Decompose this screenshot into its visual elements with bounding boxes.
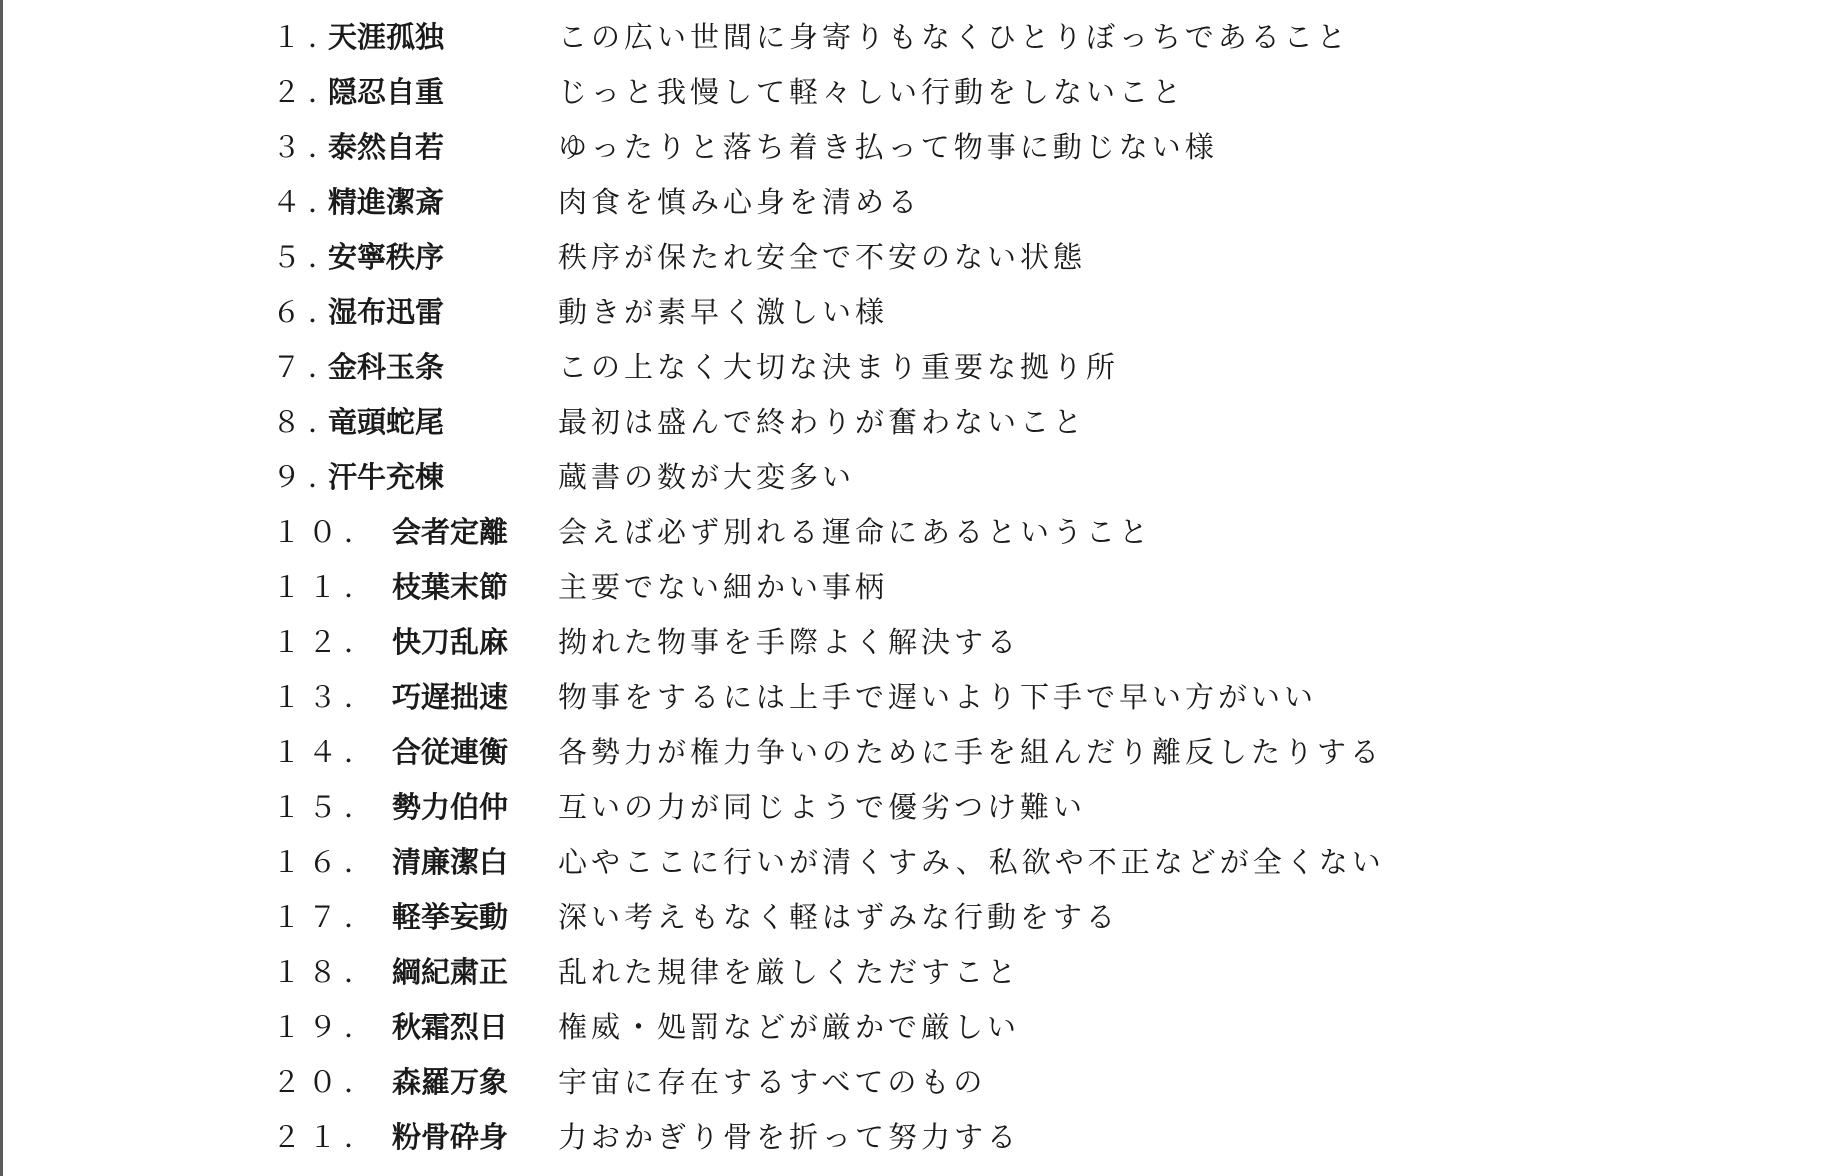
list-item xyxy=(0,842,1822,897)
list-item xyxy=(0,1062,1822,1117)
item-meaning: 蔵書の数が大変多い xyxy=(558,460,856,494)
item-number: ６． xyxy=(272,295,345,329)
item-term: 泰然自若 xyxy=(328,130,445,164)
item-term: 勢力伯仲 xyxy=(392,790,509,824)
list-item xyxy=(0,677,1822,732)
item-meaning: 力おかぎり骨を折って努力する xyxy=(558,1120,1021,1154)
list-item xyxy=(0,457,1822,512)
list-item xyxy=(0,567,1822,622)
item-number: ２１． xyxy=(272,1120,381,1154)
list-item xyxy=(0,127,1822,182)
item-meaning: 権威・処罰などが厳かで厳しい xyxy=(558,1010,1021,1044)
list-item xyxy=(0,1007,1822,1062)
item-term: 枝葉末節 xyxy=(392,570,509,604)
item-meaning: 心やここに行いが清くすみ、私欲や不正などが全くない xyxy=(558,845,1385,879)
item-number: ３． xyxy=(272,130,345,164)
list-item xyxy=(0,347,1822,402)
item-term: 綱紀粛正 xyxy=(392,955,509,989)
item-meaning: じっと我慢して軽々しい行動をしないこと xyxy=(558,75,1186,109)
item-meaning: ゆったりと落ち着き払って物事に動じない様 xyxy=(558,130,1218,164)
item-number: １７． xyxy=(272,900,381,934)
list-item xyxy=(0,952,1822,1007)
item-number: ８． xyxy=(272,405,345,439)
item-meaning: 各勢力が権力争いのために手を組んだり離反したりする xyxy=(558,735,1384,769)
item-term: 精進潔斎 xyxy=(328,185,445,219)
item-term: 秋霜烈日 xyxy=(392,1010,509,1044)
item-term: 竜頭蛇尾 xyxy=(328,405,445,439)
list-item xyxy=(0,72,1822,127)
item-number: １５． xyxy=(272,790,381,824)
list-item xyxy=(0,237,1822,292)
item-meaning: 宇宙に存在するすべてのもの xyxy=(558,1065,987,1099)
list-item xyxy=(0,402,1822,457)
item-number: １２． xyxy=(272,625,381,659)
item-number: １３． xyxy=(272,680,381,714)
item-meaning: 動きが素早く激しい様 xyxy=(558,295,889,329)
list-item xyxy=(0,622,1822,677)
item-meaning: 互いの力が同じようで優劣つけ難い xyxy=(558,790,1087,824)
item-number: ９． xyxy=(272,460,345,494)
item-number: ５． xyxy=(272,240,345,274)
item-number: １４． xyxy=(272,735,381,769)
item-term: 巧遅拙速 xyxy=(392,680,509,714)
item-term: 安寧秩序 xyxy=(328,240,445,274)
list-item xyxy=(0,17,1822,72)
item-term: 合従連衡 xyxy=(392,735,509,769)
item-number: ４． xyxy=(272,185,345,219)
list-item xyxy=(0,787,1822,842)
item-number: ２０． xyxy=(272,1065,381,1099)
item-number: ７． xyxy=(272,350,345,384)
item-number: １． xyxy=(272,20,345,54)
item-term: 金科玉条 xyxy=(328,350,445,384)
item-term: 隠忍自重 xyxy=(328,75,445,109)
item-meaning: 肉食を慎み心身を清める xyxy=(558,185,922,219)
item-term: 快刀乱麻 xyxy=(392,625,509,659)
item-term: 汗牛充棟 xyxy=(328,460,445,494)
list-item xyxy=(0,732,1822,787)
list-item xyxy=(0,1117,1822,1172)
item-meaning: 拗れた物事を手際よく解決する xyxy=(558,625,1021,659)
item-term: 森羅万象 xyxy=(392,1065,509,1099)
item-term: 会者定離 xyxy=(392,515,509,549)
item-number: １９． xyxy=(272,1010,381,1044)
item-meaning: 深い考えもなく軽はずみな行動をする xyxy=(558,900,1120,934)
item-term: 粉骨砕身 xyxy=(392,1120,509,1154)
item-term: 湿布迅雷 xyxy=(328,295,445,329)
item-term: 天涯孤独 xyxy=(328,20,445,54)
item-number: １６． xyxy=(272,845,381,879)
item-term: 軽挙妄動 xyxy=(392,900,509,934)
item-number: ２． xyxy=(272,75,345,109)
item-meaning: 最初は盛んで終わりが奮わないこと xyxy=(558,405,1087,439)
item-meaning: この広い世間に身寄りもなくひとりぼっちであること xyxy=(558,20,1350,54)
item-meaning: 会えば必ず別れる運命にあるということ xyxy=(558,515,1153,549)
list-item xyxy=(0,182,1822,237)
item-number: １０． xyxy=(272,515,381,549)
item-meaning: 秩序が保たれ安全で不安のない状態 xyxy=(558,240,1087,274)
item-number: １１． xyxy=(272,570,381,604)
list-item xyxy=(0,512,1822,567)
item-meaning: 主要でない細かい事柄 xyxy=(558,570,889,604)
item-term: 清廉潔白 xyxy=(392,845,509,879)
list-item xyxy=(0,897,1822,952)
list-item xyxy=(0,292,1822,347)
item-meaning: この上なく大切な決まり重要な拠り所 xyxy=(558,350,1120,384)
item-meaning: 乱れた規律を厳しくただすこと xyxy=(558,955,1021,989)
item-meaning: 物事をするには上手で遅いより下手で早い方がいい xyxy=(558,680,1318,714)
item-number: １８． xyxy=(272,955,381,989)
